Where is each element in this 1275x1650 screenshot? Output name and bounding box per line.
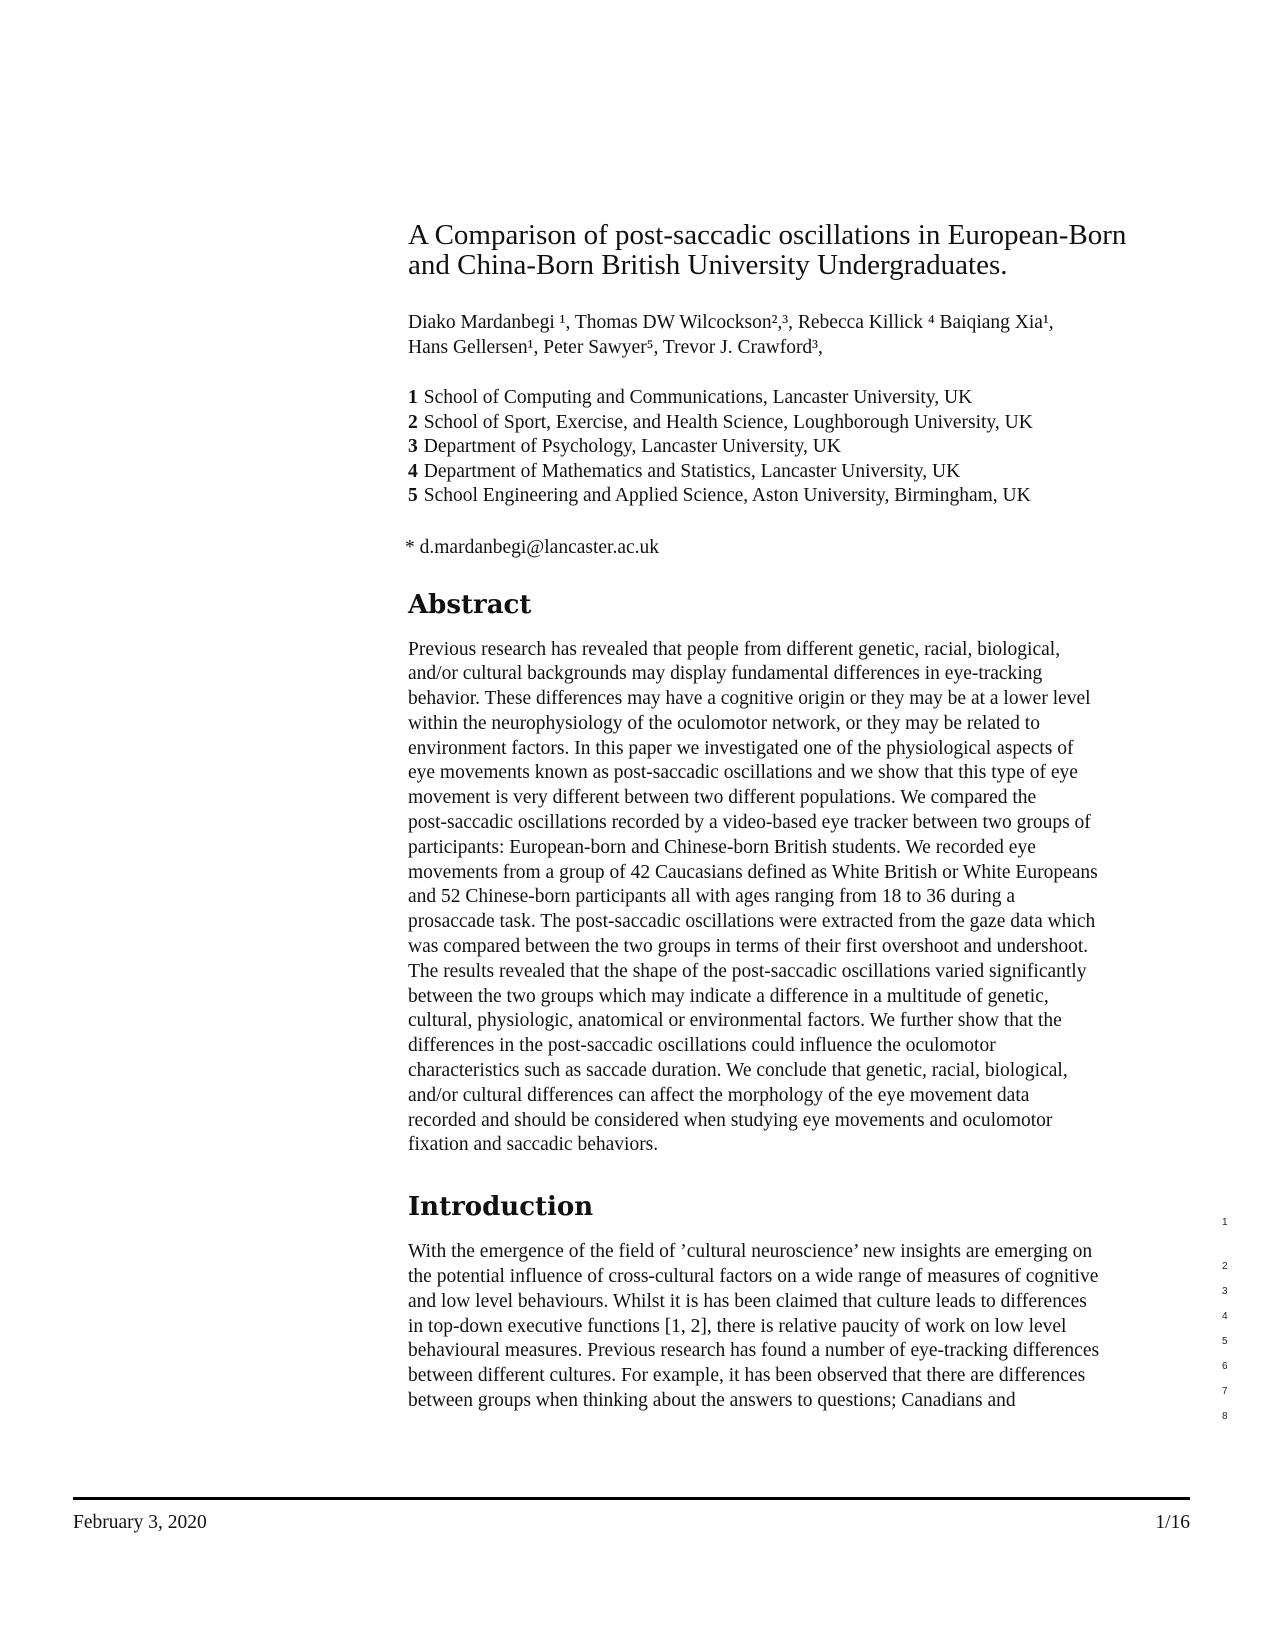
abstract-line: participants: European-born and Chinese-born British students. We recorded eye [408, 836, 1036, 858]
affiliation-number: 2 [408, 411, 418, 433]
abstract-line: and 52 Chinese-born participants all with ages ranging from 18 to 36 during a [408, 886, 1016, 908]
line-number: 4 [1222, 1311, 1228, 1322]
abstract-line: characteristics such as saccade duration. We conclude that genetic, racial, biological, [408, 1060, 1068, 1082]
introduction-body [408, 1240, 1208, 1414]
abstract-line: environment factors. In this paper we investigated one of the physiological aspects of [408, 737, 1074, 759]
abstract-line: between the two groups which may indicate a difference in a multitude of genetic, [408, 985, 1049, 1007]
line-number: 5 [1222, 1336, 1228, 1347]
line-number: 7 [1222, 1386, 1228, 1397]
page-number: 1/16 [1155, 1512, 1190, 1533]
title-line: and China-Born British University Undergraduates. [408, 249, 1008, 281]
introduction-line: behavioural measures. Previous research has found a number of eye-tracking differences [408, 1340, 1100, 1362]
affiliation-item [408, 484, 1208, 509]
introduction-line: and low level behaviours. Whilst it is has been claimed that culture leads to differences [408, 1290, 1087, 1312]
abstract-line: differences in the post-saccadic oscillations could influence the oculomotor [408, 1035, 996, 1057]
affiliation-item [408, 435, 1208, 460]
introduction-line: between groups when thinking about the answers to questions; Canadians and [408, 1390, 1016, 1412]
line-number: 6 [1222, 1361, 1228, 1372]
abstract-line: was compared between the two groups in terms of their first overshoot and undershoot. [408, 936, 1089, 958]
title-line: A Comparison of post-saccadic oscillations in European-Born [408, 219, 1127, 251]
paper-title [408, 220, 1208, 280]
introduction-line: in top-down executive functions [1, 2], there is relative paucity of work on low level [408, 1315, 1067, 1337]
abstract-line: and/or cultural backgrounds may display fundamental differences in eye-tracking [408, 663, 1043, 685]
affiliation-text: School of Computing and Communications, Lancaster University, UK [423, 387, 973, 408]
line-number: 2 [1222, 1261, 1228, 1272]
affiliation-list [408, 386, 1208, 509]
affiliation-item [408, 411, 1208, 436]
abstract-line: and/or cultural differences can affect the morphology of the eye movement data [408, 1084, 1030, 1106]
affiliation-item [408, 386, 1208, 411]
paper-content [405, 219, 1208, 1414]
affiliation-number: 1 [408, 387, 418, 408]
abstract-line: cultural, physiologic, anatomical or environmental factors. We further show that the [408, 1010, 1062, 1032]
introduction-line: between different cultures. For example, it has been observed that there are differences [408, 1365, 1086, 1387]
abstract-line: movements from a group of 42 Caucasians defined as White British or White Europeans [408, 861, 1098, 883]
abstract-line: Previous research has revealed that people from different genetic, racial, biological, [408, 638, 1061, 660]
abstract-line: recorded and should be considered when studying eye movements and oculomotor [408, 1109, 1053, 1131]
introduction-line: With the emergence of the field of ’cultural neuroscience’ new insights are emerging on [408, 1241, 1093, 1263]
abstract-line: within the neurophysiology of the oculomotor network, or they may be related to [408, 712, 1040, 734]
affiliation-text: Department of Mathematics and Statistics, Lancaster University, UK [423, 460, 961, 482]
abstract-heading: Abstract [408, 589, 532, 620]
author-list [408, 310, 1208, 360]
abstract-line: The results revealed that the shape of the post-saccadic oscillations varied significantly [408, 960, 1087, 982]
author-line: Hans Gellersen¹, Peter Sawyer⁵, Trevor J. Crawford³, [408, 337, 823, 358]
affiliation-number: 5 [408, 485, 418, 506]
author-line: Diako Mardanbegi ¹, Thomas DW Wilcockson²,³, Rebecca Killick ⁴ Baiqiang Xia¹, [408, 312, 1054, 333]
affiliation-item [408, 460, 1208, 485]
footer-divider [73, 1497, 1190, 1500]
introduction-heading: Introduction [408, 1192, 594, 1223]
abstract-line: post-saccadic oscillations recorded by a video-based eye tracker between two groups of [408, 812, 1091, 834]
abstract-line: eye movements known as post-saccadic oscillations and we show that this type of eye [408, 762, 1078, 784]
line-number: 1 [1222, 1217, 1228, 1228]
abstract-line: movement is very different between two different populations. We compared the [408, 787, 1037, 809]
affiliation-text: School Engineering and Applied Science, Aston University, Birmingham, UK [423, 485, 1031, 506]
affiliation-number: 3 [408, 436, 418, 457]
line-number: 3 [1222, 1286, 1228, 1297]
affiliation-text: Department of Psychology, Lancaster University, UK [423, 436, 841, 457]
affiliation-text: School of Sport, Exercise, and Health Science, Loughborough University, UK [423, 411, 1033, 433]
affiliation-number: 4 [408, 460, 418, 482]
abstract-body [408, 638, 1208, 1159]
introduction-line: the potential influence of cross-cultural factors on a wide range of measures of cognitive [408, 1266, 1099, 1288]
corresponding-email[interactable]: * d.mardanbegi@lancaster.ac.uk [405, 536, 660, 558]
line-number: 8 [1222, 1411, 1228, 1422]
footer-date: February 3, 2020 [73, 1512, 207, 1533]
abstract-line: behavior. These differences may have a cognitive origin or they may be at a lower level [408, 688, 1091, 710]
abstract-line: prosaccade task. The post-saccadic oscillations were extracted from the gaze data which [408, 911, 1096, 933]
abstract-line: fixation and saccadic behaviors. [408, 1134, 659, 1156]
